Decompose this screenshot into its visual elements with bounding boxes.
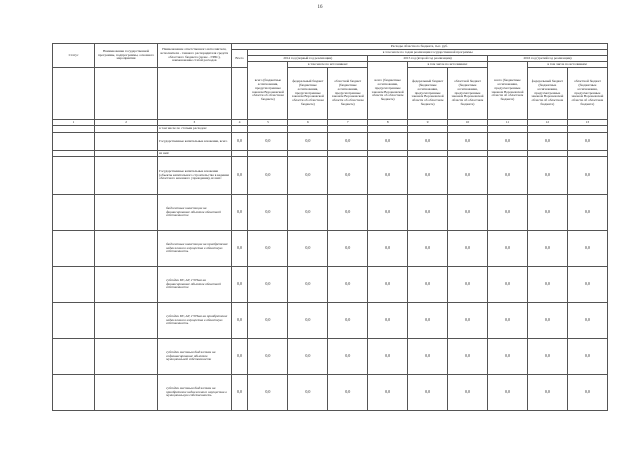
value-cell: 0,0 — [527, 133, 567, 151]
row-label: субсидии местным бюджетам на софинансирование объектов муниципальной собственности — [158, 339, 232, 375]
col-number: 4 — [231, 120, 248, 126]
value-cell: 0,0 — [328, 267, 368, 303]
value-cell: 0,0 — [328, 375, 368, 411]
value-cell: 0,0 — [448, 133, 488, 151]
value-cell: 0,0 — [231, 267, 248, 303]
row-label: Государственные капитальные вложения (объекты капитального строительства в ведении областного казенного учреждения), из них: — [158, 157, 232, 195]
header-budget-sub: в том числе по годам реализации государственной программы — [248, 50, 608, 56]
value-cell: 0,0 — [248, 231, 288, 267]
row-label: в том числе по статьям расходов: — [158, 126, 232, 133]
empty-cell — [95, 157, 158, 195]
value-cell: 0,0 — [231, 133, 248, 151]
empty-cell — [53, 133, 95, 151]
value-cell: 0,0 — [408, 231, 448, 267]
value-cell: 0,0 — [408, 267, 448, 303]
value-cell: 0,0 — [231, 157, 248, 195]
empty-cell — [53, 157, 95, 195]
empty-cell — [53, 339, 95, 375]
value-cell: 0,0 — [487, 375, 527, 411]
header-subcol: областной бюджет (бюджетные ассигнования, предусмотренные законом Воронежской области об областном бюджете) — [328, 68, 368, 120]
row-label: бюджетные инвестиции на финансирование объектов областной собственности — [158, 195, 232, 231]
value-cell: 0,0 — [487, 267, 527, 303]
empty-cell — [53, 375, 95, 411]
col-number: 3 — [158, 120, 232, 126]
value-cell: 0,0 — [328, 339, 368, 375]
value-cell: 0,0 — [231, 231, 248, 267]
value-cell: 0,0 — [448, 231, 488, 267]
value-cell: 0,0 — [487, 231, 527, 267]
header-incl-sources: в том числе по источникам: — [288, 62, 368, 68]
value-cell: 0,0 — [527, 195, 567, 231]
row-label: субсидии БУ, АУ, ГУПам на финансирование объектов областной собственности — [158, 267, 232, 303]
empty-cell — [53, 195, 95, 231]
value-cell: 0,0 — [248, 195, 288, 231]
value-cell: 0,0 — [368, 303, 408, 339]
value-cell: 0,0 — [328, 157, 368, 195]
value-cell: 0,0 — [448, 339, 488, 375]
value-cell: 0,0 — [448, 375, 488, 411]
header-year-2015: 2015 год (второй год реализации) — [368, 56, 488, 62]
value-cell — [248, 126, 288, 133]
value-cell: 0,0 — [527, 267, 567, 303]
header-subcol: всего (бюджетные ассигнования, предусмотренные законом Воронежской области об областном бюджете) — [368, 62, 408, 120]
empty-cell — [53, 267, 95, 303]
empty-cell — [95, 339, 158, 375]
value-cell: 0,0 — [248, 157, 288, 195]
value-cell: 0,0 — [288, 195, 328, 231]
value-cell — [487, 126, 527, 133]
header-year-2016: 2016 год (третий год реализации) — [487, 56, 607, 62]
table-row — [53, 157, 608, 195]
row-label: из них: — [158, 151, 232, 157]
value-cell: 0,0 — [288, 231, 328, 267]
empty-cell — [53, 126, 95, 133]
value-cell: 0,0 — [487, 339, 527, 375]
col-number: 7 — [328, 120, 368, 126]
header-executor: Наименование ответственного исполнителя, исполнителя - главного распорядителя средств областного бюджета (далее - ГРБС), наименование статей расходов — [158, 44, 232, 68]
empty-cell — [95, 375, 158, 411]
value-cell — [567, 126, 607, 133]
header-subcol: областной бюджет (бюджетные ассигнования, предусмотренные законом Воронежской области об областном бюджете) — [567, 68, 607, 120]
value-cell — [328, 126, 368, 133]
header-incl-sources: в том числе по источникам: — [408, 62, 488, 68]
table-row — [53, 339, 608, 375]
value-cell — [368, 126, 408, 133]
row-label: Государственные капитальные вложения, всего — [158, 133, 232, 151]
value-cell: 0,0 — [487, 303, 527, 339]
empty-cell — [53, 231, 95, 267]
value-cell: 0,0 — [487, 195, 527, 231]
col-number: 11 — [487, 120, 527, 126]
value-cell — [448, 126, 488, 133]
header-budget-total: Расходы областного бюджета, тыс. руб. — [231, 44, 607, 50]
value-cell: 0,0 — [527, 375, 567, 411]
empty-cell — [95, 303, 158, 339]
col-number: 13 — [567, 120, 607, 126]
value-cell: 0,0 — [527, 303, 567, 339]
header-subcol: федеральный бюджет (бюджетные ассигнования, предусмотренные законом Воронежской области об областном бюджете) — [527, 68, 567, 120]
value-cell: 0,0 — [288, 267, 328, 303]
value-cell: 0,0 — [368, 157, 408, 195]
value-cell: 0,0 — [368, 231, 408, 267]
value-cell: 0,0 — [248, 133, 288, 151]
value-cell: 0,0 — [527, 231, 567, 267]
table-row — [53, 303, 608, 339]
value-cell: 0,0 — [368, 375, 408, 411]
col-number: 5 — [248, 120, 288, 126]
value-cell: 0,0 — [448, 267, 488, 303]
header-subcol: федеральный бюджет (бюджетные ассигнования, предусмотренные законом Воронежской области об областном бюджете) — [408, 68, 448, 120]
header-status: Статус — [53, 44, 95, 68]
value-cell: 0,0 — [288, 375, 328, 411]
col-number: 6 — [288, 120, 328, 126]
col-number: 1 — [53, 120, 95, 126]
header-year-2014: 2014 год (первый год реализации) — [248, 56, 368, 62]
value-cell: 0,0 — [368, 267, 408, 303]
col-number: 12 — [527, 120, 567, 126]
value-cell: 0,0 — [248, 339, 288, 375]
col-number: 8 — [368, 120, 408, 126]
col-number: 9 — [408, 120, 448, 126]
value-cell: 0,0 — [231, 375, 248, 411]
value-cell: 0,0 — [527, 339, 567, 375]
empty-cell — [95, 126, 158, 133]
value-cell: 0,0 — [248, 303, 288, 339]
col-number: 10 — [448, 120, 488, 126]
value-cell: 0,0 — [487, 133, 527, 151]
value-cell: 0,0 — [231, 195, 248, 231]
value-cell: 0,0 — [248, 375, 288, 411]
value-cell: 0,0 — [288, 157, 328, 195]
value-cell: 0,0 — [408, 133, 448, 151]
header-subcol: всего (бюджетные ассигнования, предусмотренные законом Воронежской области об областном бюджете) — [248, 62, 288, 120]
empty-cell — [95, 133, 158, 151]
empty-cell — [95, 195, 158, 231]
value-cell: 0,0 — [487, 157, 527, 195]
value-cell: 0,0 — [408, 375, 448, 411]
value-cell: 0,0 — [328, 231, 368, 267]
value-cell — [408, 126, 448, 133]
budget-table — [52, 43, 608, 411]
row-label: субсидии местным бюджетам на приобретение недвижимого имущества в муниципальную собственность — [158, 375, 232, 411]
value-cell: 0,0 — [567, 339, 607, 375]
value-cell: 0,0 — [567, 133, 607, 151]
value-cell: 0,0 — [567, 195, 607, 231]
value-cell: 0,0 — [328, 133, 368, 151]
table-row — [53, 267, 608, 303]
empty-cell — [53, 303, 95, 339]
value-cell: 0,0 — [328, 303, 368, 339]
table-row — [53, 375, 608, 411]
value-cell: 0,0 — [567, 231, 607, 267]
table-row — [53, 126, 608, 133]
row-label: бюджетные инвестиции на приобретение недвижимого имущества в областную собственность — [158, 231, 232, 267]
value-cell: 0,0 — [231, 303, 248, 339]
value-cell: 0,0 — [288, 133, 328, 151]
value-cell: 0,0 — [567, 375, 607, 411]
value-cell: 0,0 — [288, 339, 328, 375]
value-cell: 0,0 — [408, 303, 448, 339]
header-subcol: федеральный бюджет (бюджетные ассигнования, предусмотренные законом Воронежской области об областном бюджете) — [288, 68, 328, 120]
value-cell — [231, 126, 248, 133]
value-cell: 0,0 — [328, 195, 368, 231]
value-cell: 0,0 — [448, 195, 488, 231]
value-cell: 0,0 — [567, 157, 607, 195]
value-cell: 0,0 — [368, 339, 408, 375]
value-cell: 0,0 — [248, 267, 288, 303]
value-cell: 0,0 — [567, 267, 607, 303]
table-row — [53, 231, 608, 267]
row-label: субсидии БУ, АУ, ГУПам на приобретение недвижимого имущества в областную собственность — [158, 303, 232, 339]
value-cell: 0,0 — [368, 195, 408, 231]
empty-cell — [95, 231, 158, 267]
value-cell: 0,0 — [408, 157, 448, 195]
header-subcol: областной бюджет (бюджетные ассигнования, предусмотренные законом Воронежской области об областном бюджете) — [448, 68, 488, 120]
header-program-name: Наименование государственной программы, подпрограммы, основного мероприятия — [95, 44, 158, 68]
value-cell: 0,0 — [448, 157, 488, 195]
value-cell: 0,0 — [408, 195, 448, 231]
value-cell: 0,0 — [448, 303, 488, 339]
value-cell — [288, 126, 328, 133]
page-number: 16 — [317, 5, 323, 10]
value-cell — [527, 126, 567, 133]
col-number: 2 — [95, 120, 158, 126]
value-cell: 0,0 — [288, 303, 328, 339]
value-cell: 0,0 — [368, 133, 408, 151]
empty-cell — [95, 267, 158, 303]
table-row — [53, 195, 608, 231]
table-row — [53, 133, 608, 151]
value-cell: 0,0 — [231, 339, 248, 375]
value-cell: 0,0 — [408, 339, 448, 375]
header-subcol: всего (бюджетные ассигнования, предусмотренные законом Воронежской области об областном бюджете) — [487, 62, 527, 120]
table-body — [53, 126, 608, 411]
value-cell: 0,0 — [527, 157, 567, 195]
value-cell: 0,0 — [567, 303, 607, 339]
header-incl-sources: в том числе по источникам: — [527, 62, 607, 68]
header-total: Всего — [231, 50, 248, 68]
